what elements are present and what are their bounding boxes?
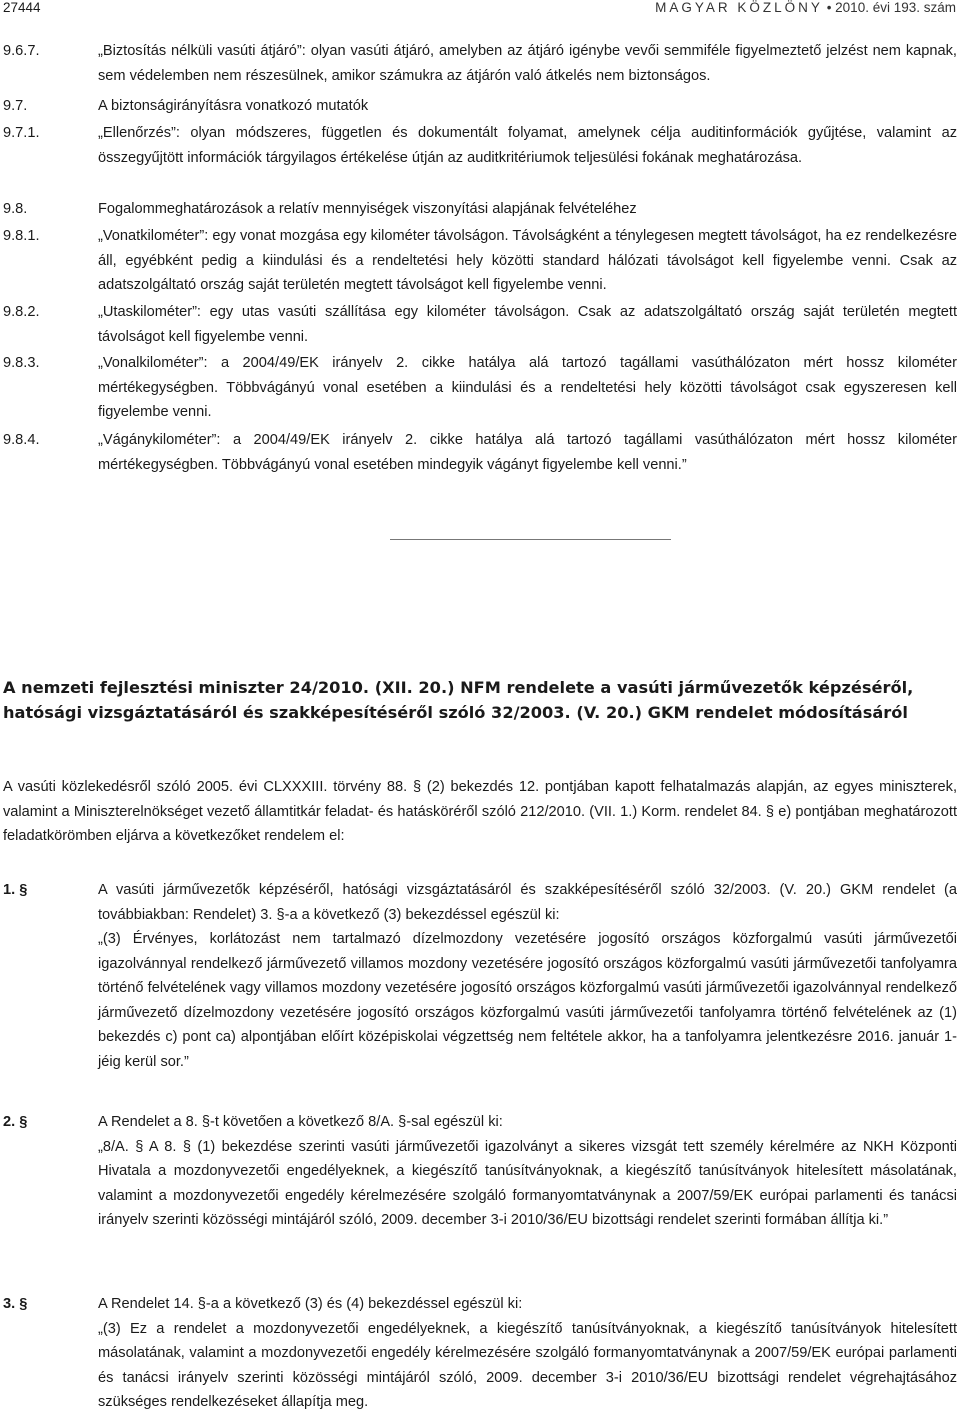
section-intro: A Rendelet 14. §-a a következő (3) és (4) bekezdéssel egészül ki: [98, 1296, 523, 1312]
entry-number: 9.8.4. [3, 432, 40, 448]
section-number: 1. § [3, 882, 28, 898]
entry-text: „Utaskilométer”: egy utas vasúti szállítása egy kilométer távolságon. Csak az adatszolgáltató ország saját területén megtett távolságot kell figyelembe venni. [98, 304, 957, 345]
entry-text: „Biztosítás nélküli vasúti átjáró”: olyan vasúti átjáró, amelyben az átjáró igénybe vevői semmiféle figyelmeztető jelzést nem kapnak, sem védelemben nem részesülnek, amikor számukra az átjárón való átkelés nem biztonságos. [98, 43, 957, 84]
journal-name: MAGYAR KÖZLÖNY [655, 0, 823, 15]
page-number: 27444 [3, 0, 41, 15]
entry-text: „Ellenőrzés”: olyan módszeres, független és dokumentált folyamat, amelynek célja auditinformációk gyűjtése, valamint az összegyűjtött információk tárgyilagos értékelése útján az auditkritériumok teljesülési fokának meghatározása. [98, 125, 957, 166]
section-number: 2. § [3, 1114, 28, 1130]
decree-title: A nemzeti fejlesztési miniszter 24/2010. (XII. 20.) NFM rendelete a vasúti járművezetők képzéséről, hatósági vizsgáztatásáról és szakképesítéséről szóló 32/2003. (V. 20.) GKM rendelet módosításáról [3, 678, 914, 722]
section-number: 3. § [3, 1296, 28, 1312]
page-header [0, 0, 960, 22]
entry-number: 9.8. [3, 201, 28, 217]
entry-number: 9.6.7. [3, 43, 40, 59]
section-quote: „(3) Érvényes, korlátozást nem tartalmazó dízelmozdony vezetésére jogosító országos közforgalmú vasúti járművezetői igazolvánnyal rendelkező járművezető villamos mozdony vezetésére jogosító országos közforgalmú vasúti járművezetői tanfolyamra történő felvételének vagy villamos mozdony vezetésére jogosító országos közforgalmú vasúti járművezetői igazolvánnyal rendelkező járművezető dízelmozdony vezetésére jogosító országos közforgalmú vasúti járművezetői tanfolyamra történő felvételének az (1) bekezdés c) pont ca) alpontjában előírt középiskolai végzettség nem feltétele akkor, ha a tanfolyamra jelentkezésre 2016. január 1-jéig kerül sor.” [98, 931, 957, 1070]
entry-number: 9.8.2. [3, 304, 40, 320]
section-body [98, 1110, 957, 1233]
entry-text: „Vonatkilométer”: egy vonat mozgása egy kilométer távolságon. Távolságként a ténylegesen megtett távolságot, ha ez rendelkezésre áll, egyébként pedig a kiindulási és a rendeltetési hely közötti standard hálózati távolságot kell figyelembe venni. Csak az adatszolgáltató ország saját területén megtett távolságot kell figyelembe venni. [98, 228, 957, 293]
section-divider [390, 539, 671, 540]
section-quote: „8/A. § A 8. § (1) bekezdése szerinti vasúti járművezetői igazolványt a sikeres vizsgát tett személy kérelmére az NKH Központi Hivatala a mozdonyvezetői engedélyeknek, a kiegészítő tanúsítványoknak, a kiegészítő tanúsítványok hitelesített másolatának, valamint a mozdonyvezetői engedély kérelmezésére szolgáló formanyomtatványnak a 2007/59/EK európai parlamenti és tanácsi irányelv szerinti közösségi mintájáról szóló, 2009. december 3-i 2010/36/EU bizottsági rendelet szerinti formában állítja ki.” [98, 1138, 957, 1228]
entry-number: 9.7. [3, 98, 28, 114]
section-intro: A Rendelet a 8. §-t követően a következő 8/A. §-sal egészül ki: [98, 1114, 503, 1130]
entry-number: 9.8.1. [3, 228, 40, 244]
entry-text: „Vágánykilométer”: a 2004/49/EK irányelv 2. cikke hatálya alá tartozó tagállami vasúthálózaton mért hossz kilométer mértékegységben. Többvágányú vonal esetében mindegyik vágányt figyelembe kell venni.” [98, 432, 957, 473]
journal-issue: • 2010. évi 193. szám [826, 0, 956, 15]
decree-preamble: A vasúti közlekedésről szóló 2005. évi CLXXXIII. törvény 88. § (2) bekezdés 12. pontjában kapott felhatalmazás alapján, az egyes miniszterek, valamint a Miniszterelnökséget vezető államtitkár feladat- és hatásköréről szóló 212/2010. (VII. 1.) Korm. rendelet 84. § e) pontjában meghatározott feladatkörömben eljárva a következőket rendelem el: [3, 779, 957, 844]
entry-text: A biztonságirányításra vonatkozó mutatók [98, 98, 369, 114]
entry-text: „Vonalkilométer”: a 2004/49/EK irányelv 2. cikke hatálya alá tartozó tagállami vasúthálózaton mért hossz kilométer mértékegységben. Többvágányú vonal esetében a kiindulási és a rendeltetési hely közötti távolságot csak egyszeresen kell figyelembe venni. [98, 355, 957, 420]
section-quote: „(3) Ez a rendelet a mozdonyvezetői engedélyeknek, a kiegészítő tanúsítványoknak, a kiegészítő tanúsítványok hitelesített másolatának, valamint a mozdonyvezetői engedély kérelmezésére szolgáló formanyomtatványnak a 2007/59/EK európai parlamenti és tanácsi irányelv szerinti közösségi mintájáról szóló, 2009. december 3-i 2010/36/EU bizottsági rendelet végrehajtásához szükséges rendelkezéseket állapítja meg. [98, 1320, 957, 1410]
section-intro: A vasúti járművezetők képzéséről, hatósági vizsgáztatásáról és szakképesítéséről szóló 32/2003. (V. 20.) GKM rendelet (a továbbiakban: Rendelet) 3. §-a a következő (3) bekezdéssel egészül ki: [98, 882, 957, 923]
section-body [98, 1292, 957, 1415]
entry-text: Fogalommeghatározások a relatív mennyiségek viszonyítási alapjának felvételéhez [98, 201, 637, 217]
entry-number: 9.8.3. [3, 355, 40, 371]
section-body [98, 878, 957, 1074]
journal-heading [655, 0, 956, 15]
entry-number: 9.7.1. [3, 125, 40, 141]
